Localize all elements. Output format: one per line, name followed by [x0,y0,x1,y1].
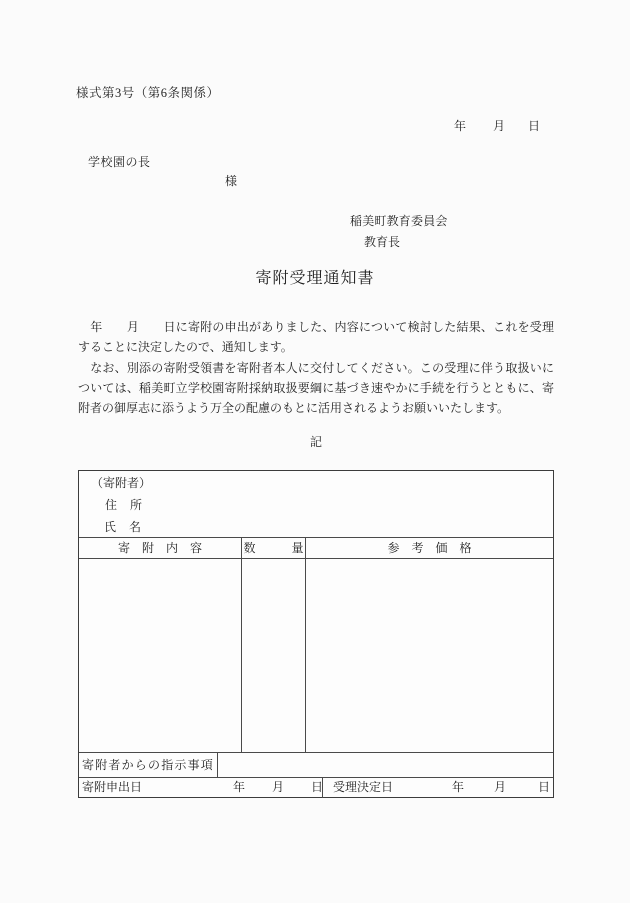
body-line: 附者の御厚志に添うよう万全の配慮のもとに活用されるようお願いいたします。 [78,401,510,415]
day-label: 日 [538,780,551,794]
day-label: 日 [311,780,324,794]
table-body-row [79,559,553,753]
year-label: 年 [454,119,467,133]
header-content-cell: 寄 附 内 容 [79,538,242,558]
form-number: 様式第3号（第6条関係） [76,86,220,100]
body-paragraph-2 [78,358,554,418]
body-line: なお、別添の寄附受領書を寄附者本人に交付してください。この受理に伴う取扱いに [78,361,554,375]
sender-organization: 稲美町教育委員会 [350,214,448,228]
body-quantity-cell [242,559,306,752]
donor-name-label: 氏 名 [104,520,142,534]
body-paragraph-1 [78,317,554,357]
header-price-cell: 参 考 価 格 [387,541,472,555]
body-price-cell [306,559,553,752]
issue-date-line [454,117,544,133]
month-label: 月 [494,780,507,794]
body-line: することに決定したので、通知します。 [78,340,293,354]
day-label: 日 [528,119,541,133]
body-line: 年 月 日に寄附の申出がありました、内容について検討した結果、これを受理 [78,320,554,334]
month-label: 月 [493,119,506,133]
ki-marker: 記 [309,435,322,449]
donor-address-label: 住 所 [105,498,143,512]
offer-date-label: 寄附申出日 [82,780,143,794]
body-content-cell [79,559,242,752]
header-quantity-cell: 数 量 [242,538,306,558]
acceptance-date-label: 受理決定日 [333,780,394,794]
year-label: 年 [452,780,465,794]
instructions-label-cell: 寄附者からの指示事項 [79,753,218,777]
document-title: 寄附受理通知書 [255,270,375,287]
month-label: 月 [272,780,285,794]
body-line: ついては、稲美町立学校園寄附採納取扱要綱に基づき速やかに手続を行うとともに、寄 [78,381,554,395]
sender-title: 教育長 [364,235,401,249]
table-header-row [79,538,553,559]
donation-table [78,470,554,798]
year-label: 年 [233,780,246,794]
donor-heading: （寄附者） [91,476,152,490]
instructions-value-cell [218,753,553,777]
acceptance-date-cell [323,778,553,798]
instructions-row [79,753,553,778]
offer-date-cell [79,778,323,798]
addressee: 学校園の長 [88,155,151,169]
addressee-honorific: 様 [225,174,238,188]
donor-info-row [79,471,553,538]
dates-row [79,778,553,798]
